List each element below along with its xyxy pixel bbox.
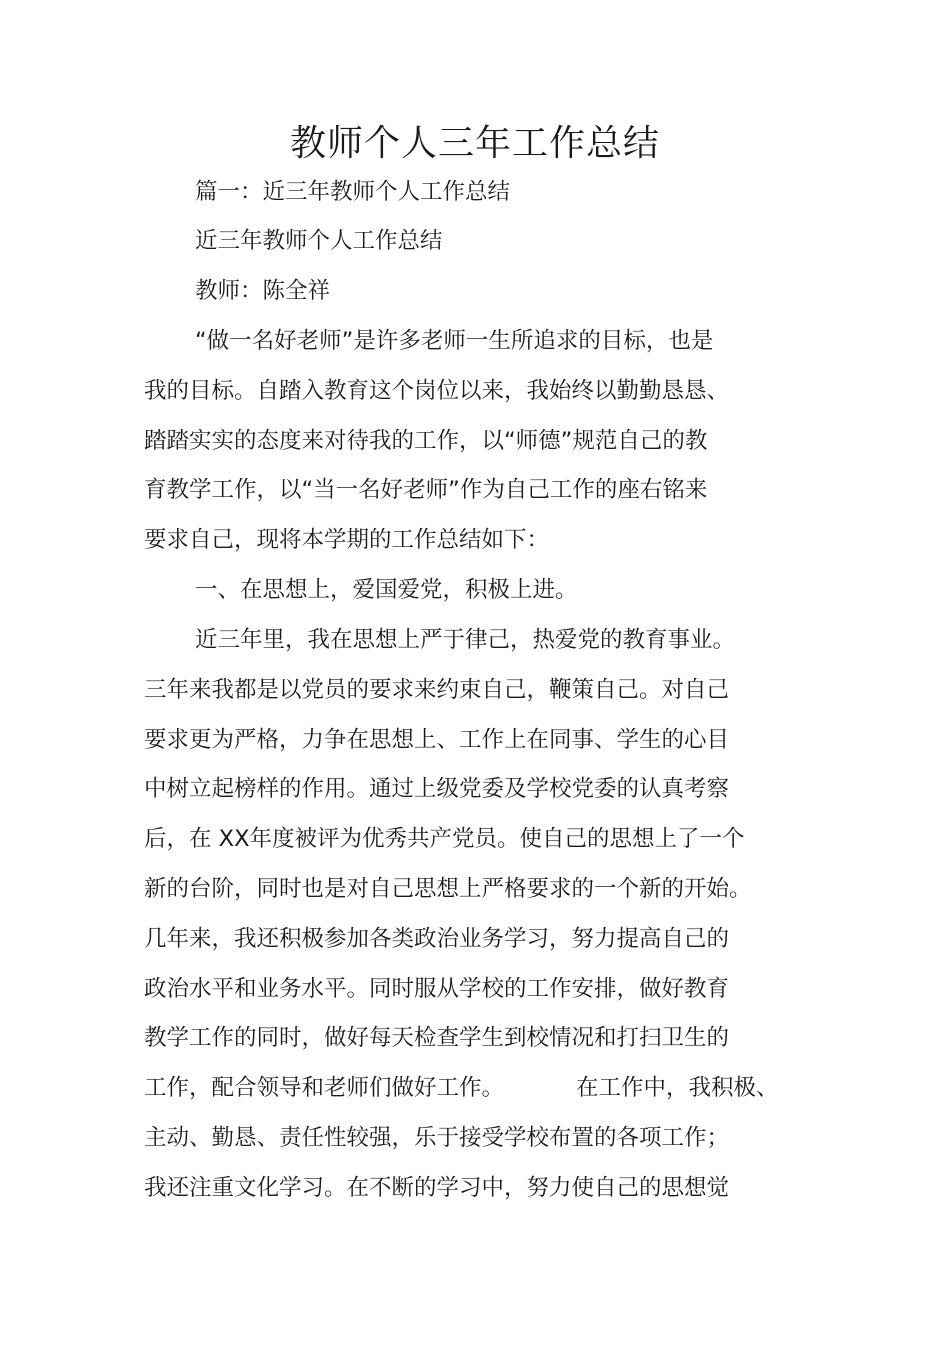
paragraph-line: 后，在 XX年度被评为优秀共产党员。使自己的思想上了一个 [144,826,745,852]
heading-line: 近三年教师个人工作总结 [195,228,443,254]
paragraph-line: 近三年里，我在思想上严于律己，热爱党的教育事业。 [195,627,736,653]
paragraph-line: 我的目标。自踏入教育这个岗位以来，我始终以勤勤恳恳、 [144,378,730,404]
paragraph-line: 育教学工作，以“当一名好老师”作为自己工作的座右铭来 [144,477,708,503]
paragraph-line: 我还注重文化学习。在不断的学习中，努力使自己的思想觉 [144,1175,730,1201]
paragraph-line: “做一名好老师”是许多老师一生所追求的目标，也是 [195,328,714,354]
paragraph-line: 要求自己，现将本学期的工作总结如下： [144,527,550,553]
author-line: 教师：陈全祥 [195,278,331,304]
paragraph-line: 踏踏实实的态度来对待我的工作，以“师德”规范自己的教 [144,428,708,454]
paragraph-line: 要求更为严格，力争在思想上、工作上在同事、学生的心目 [144,727,730,753]
paragraph-line-continuation: 在工作中，我积极、 [576,1075,779,1101]
paragraph-line: 新的台阶，同时也是对自己思想上严格要求的一个新的开始。 [144,876,752,902]
document-title: 教师个人三年工作总结 [289,123,660,164]
subtitle-line: 篇一：近三年教师个人工作总结 [195,179,511,205]
paragraph-line-start: 工作，配合领导和老师们做好工作。 [144,1075,505,1101]
paragraph-line: 主动、勤恳、责任性较强，乐于接受学校布置的各项工作； [144,1125,730,1151]
paragraph-line: 政治水平和业务水平。同时服从学校的工作安排，做好教育 [144,976,730,1002]
paragraph-line: 中树立起榜样的作用。通过上级党委及学校党委的认真考察 [144,776,730,802]
paragraph-line: 几年来，我还积极参加各类政治业务学习，努力提高自己的 [144,926,730,952]
section-heading: 一、在思想上，爱国爱党，积极上进。 [195,577,578,603]
paragraph-line: 三年来我都是以党员的要求来约束自己，鞭策自己。对自己 [144,677,730,703]
paragraph-line: 教学工作的同时，做好每天检查学生到校情况和打扫卫生的 [144,1025,730,1051]
